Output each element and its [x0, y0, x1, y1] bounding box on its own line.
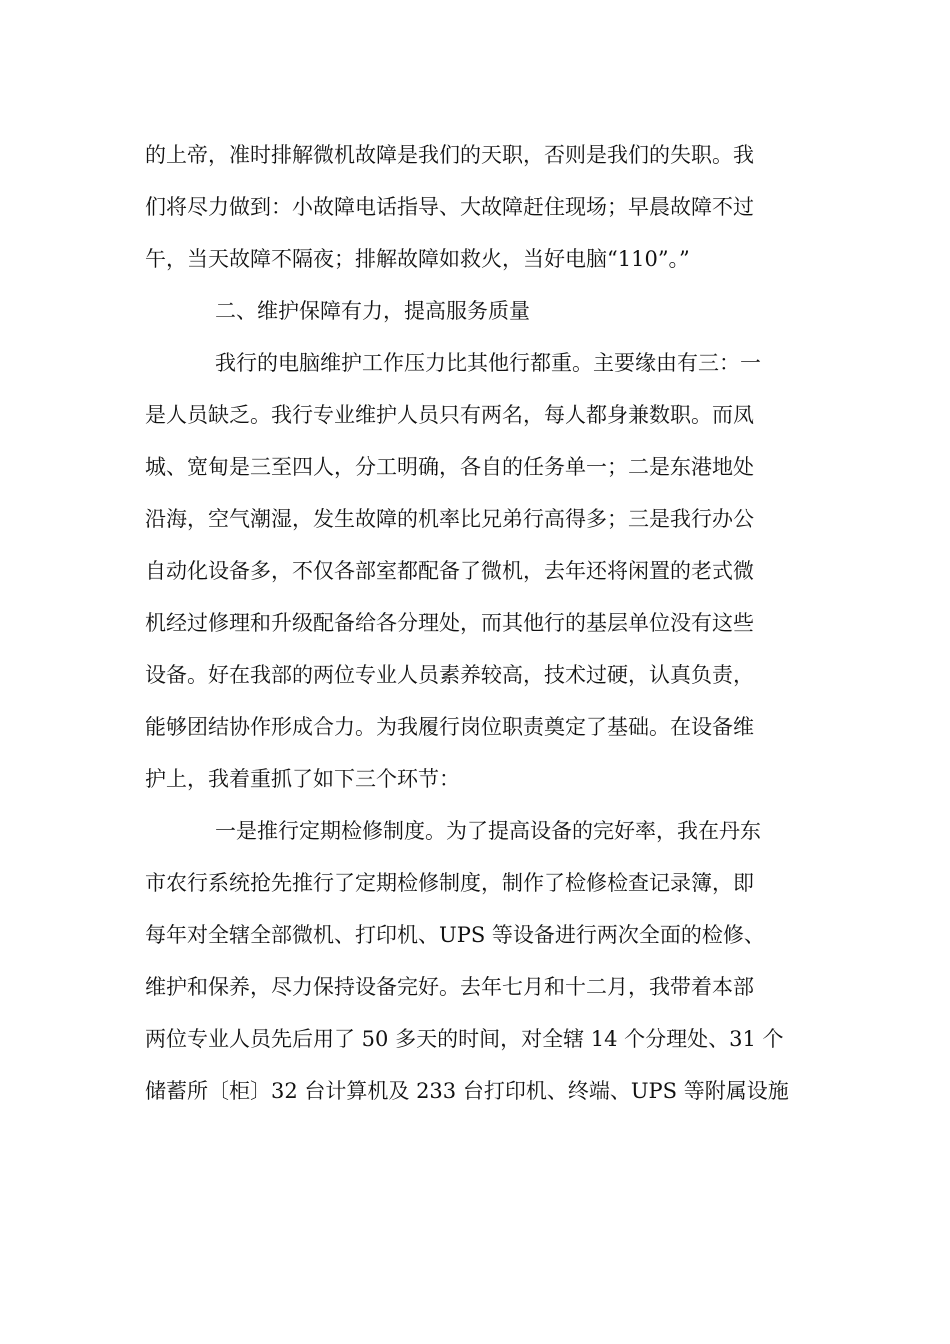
- paragraph-first-line: 一是推行定期检修制度。为了提高设备的完好率，我在丹东: [215, 819, 761, 843]
- text-line: 午，当天故障不隔夜；排解故障如救火，当好电脑“110”。”: [145, 247, 690, 271]
- text-line: 设备。好在我部的两位专业人员素养较高，技术过硬，认真负责，: [145, 663, 754, 687]
- text-line: 护上，我着重抓了如下三个环节：: [145, 767, 460, 791]
- section-heading: 二、维护保障有力，提高服务质量: [215, 299, 530, 323]
- text-line: 能够团结协作形成合力。为我履行岗位职责奠定了基础。在设备维: [145, 715, 754, 739]
- text-line: 市农行系统抢先推行了定期检修制度，制作了检修检查记录簿，即: [145, 871, 754, 895]
- text-line: 维护和保养，尽力保持设备完好。去年七月和十二月，我带着本部: [145, 975, 754, 999]
- text-line: 的上帝，准时排解微机故障是我们的天职，否则是我们的失职。我: [145, 143, 754, 167]
- text-line: 两位专业人员先后用了 50 多天的时间，对全辖 14 个分理处、31 个: [145, 1027, 784, 1051]
- text-line: 机经过修理和升级配备给各分理处，而其他行的基层单位没有这些: [145, 611, 754, 635]
- text-line: 是人员缺乏。我行专业维护人员只有两名，每人都身兼数职。而凤: [145, 403, 754, 427]
- text-line: 自动化设备多，不仅各部室都配备了微机，去年还将闲置的老式微: [145, 559, 754, 583]
- text-line: 沿海，空气潮湿，发生故障的机率比兄弟行高得多；三是我行办公: [145, 507, 754, 531]
- text-line: 们将尽力做到：小故障电话指导、大故障赶住现场；早晨故障不过: [145, 195, 754, 219]
- paragraph-first-line: 我行的电脑维护工作压力比其他行都重。主要缘由有三：一: [215, 351, 761, 375]
- text-line: 每年对全辖全部微机、打印机、UPS 等设备进行两次全面的检修、: [145, 923, 765, 947]
- text-line: 储蓄所〔柜〕32 台计算机及 233 台打印机、终端、UPS 等附属设施: [145, 1079, 789, 1103]
- document-page: [145, 129, 805, 1117]
- text-line: 城、宽甸是三至四人，分工明确，各自的任务单一；二是东港地处: [145, 455, 754, 479]
